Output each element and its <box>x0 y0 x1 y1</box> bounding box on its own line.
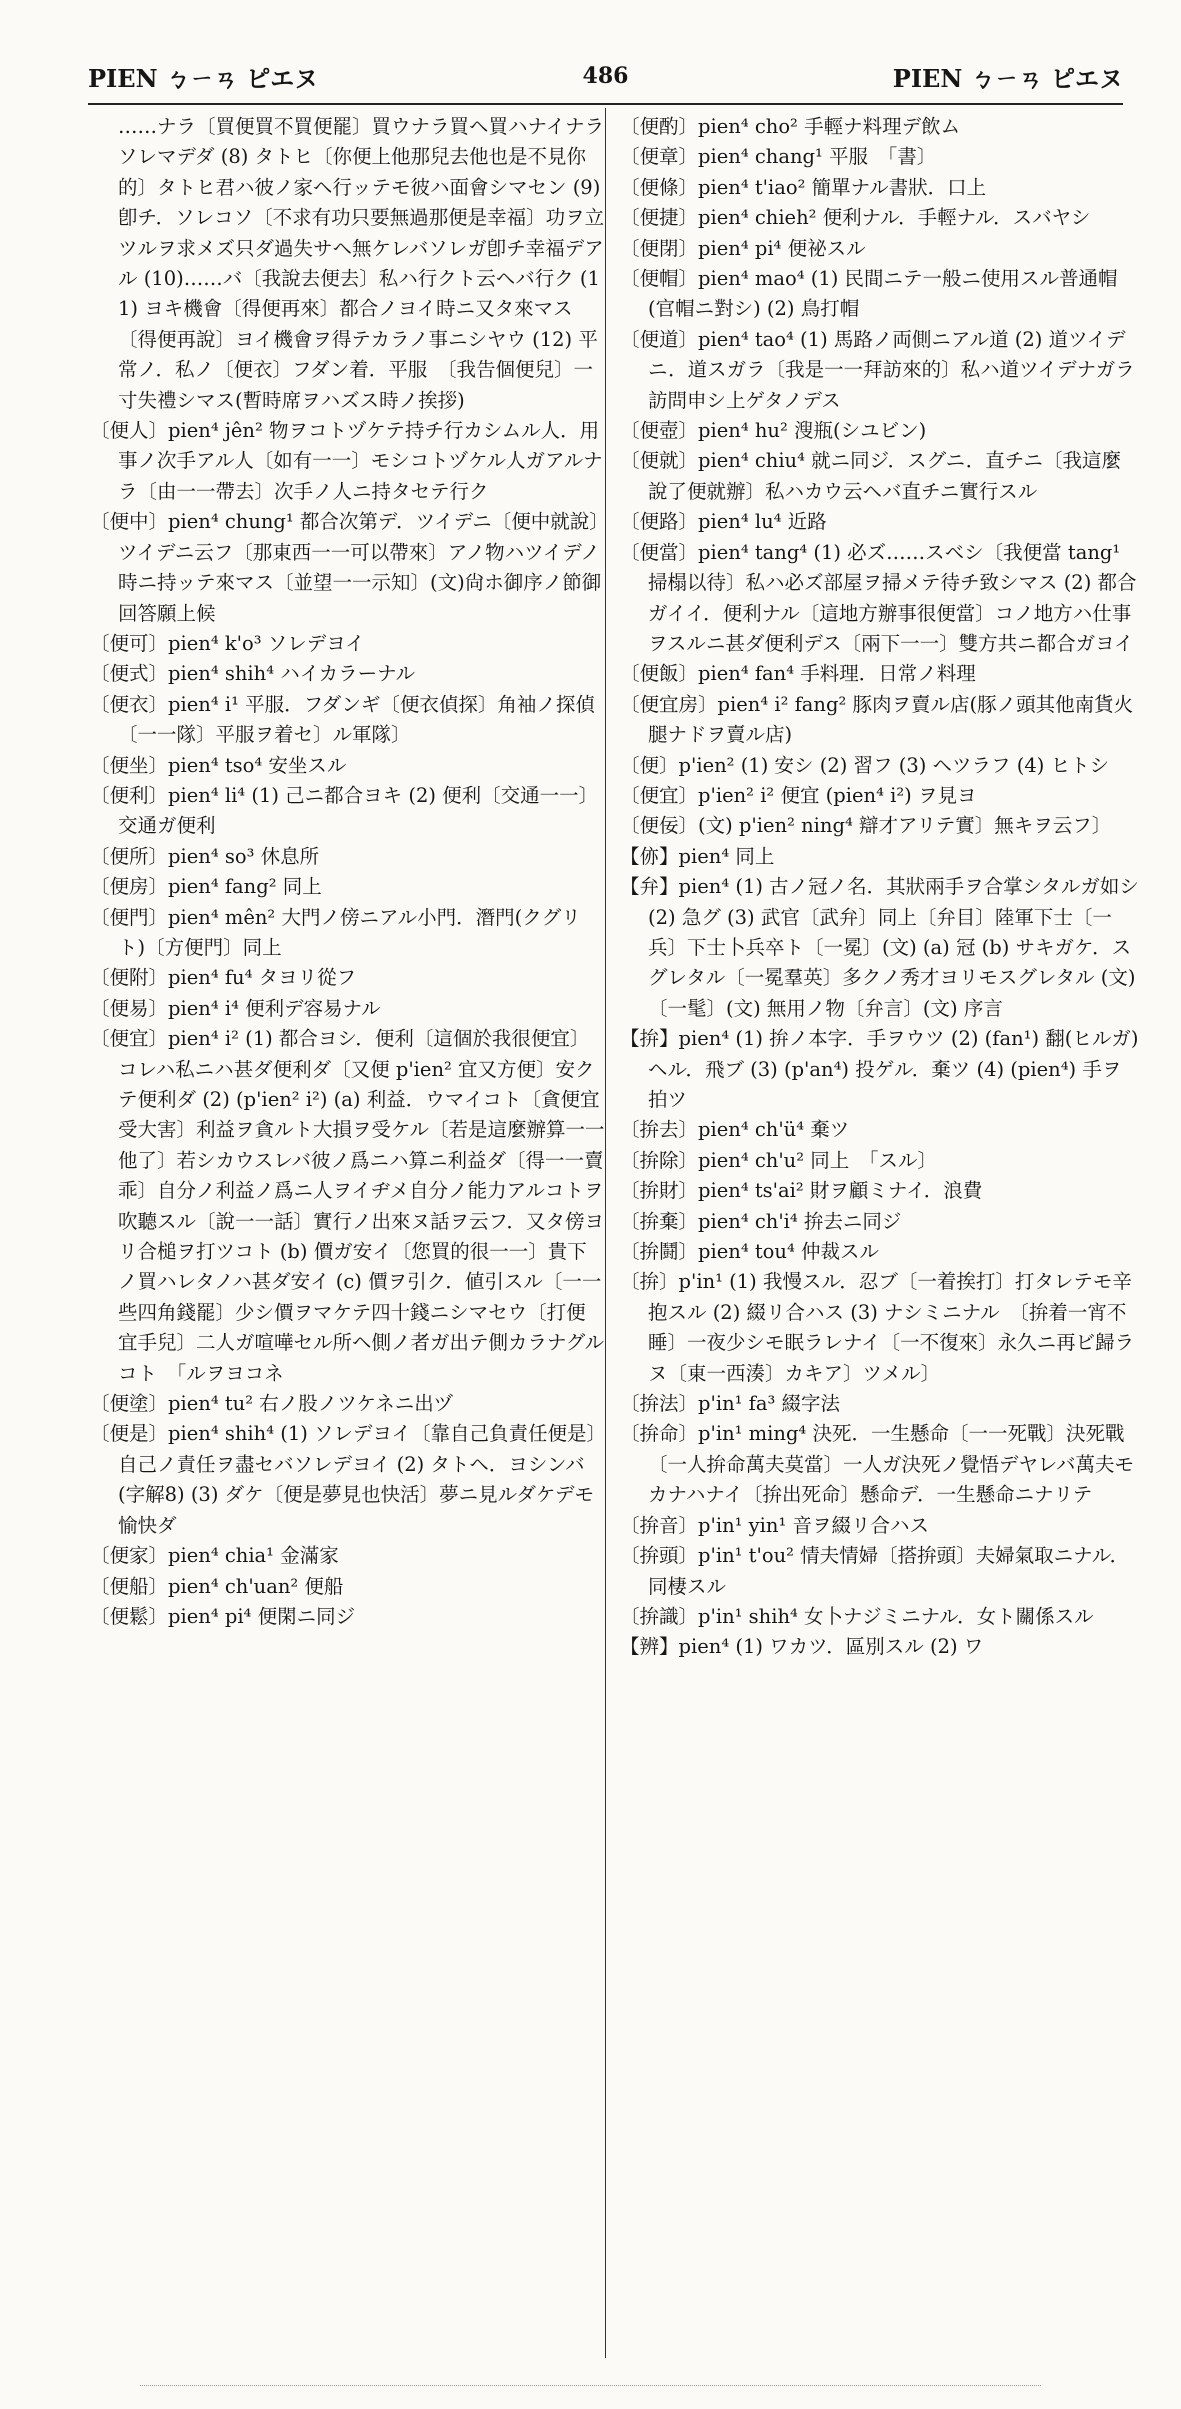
dictionary-entry: 〔拚音〕p'in¹ yin¹ 音ヲ綴リ合ハス <box>620 1513 929 1537</box>
page-header <box>88 52 1123 100</box>
dictionary-entry: 〔便宜房〕pien⁴ i² fang² 豚肉ヲ賣ル店(豚ノ頭其他南貨火腿ナドヲ賣ル店) <box>620 692 1134 747</box>
dictionary-entry: 〔便當〕pien⁴ tang⁴ (1) 必ズ……スベシ〔我便當 tang¹ 掃榻以待〕私ハ必ズ部屋ヲ掃メテ待チ致シマス (2) 都合ガイイ．便利ナル〔這地方辦事很便當〕コノ地方ハ仕事ヲスルニ甚ダ便利デス〔兩下一一〕雙方共ニ都合ガヨイ <box>620 540 1137 655</box>
dictionary-entry: 〔便飯〕pien⁴ fan⁴ 手料理．日常ノ料理 <box>620 662 976 686</box>
dictionary-entry: 〔便酌〕pien⁴ cho² 手輕ナ料理デ飲ム <box>620 115 961 138</box>
bottom-edge <box>140 2385 1041 2387</box>
dictionary-entry: 〔便路〕pien⁴ lu⁴ 近路 <box>620 510 827 534</box>
dictionary-entry: ……ナラ〔買便買不買便罷〕買ウナラ買ヘ買ハナイナラソレマデダ (8) タトヒ〔你便上他那兒去他也是不見你的〕タトヒ君ハ彼ノ家ヘ行ッテモ彼ハ面會シマセン (9) 卽チ．ソレコソ〔不求有功只要無過那便是幸福〕功ヲ立ツルヲ求メズ只ダ過失サヘ無ケレバソレガ卽チ幸福デアル (10)……バ〔我說去便去〕私ハ行クト云ヘバ行ク (11) ヨキ機會〔得便再來〕都合ノヨイ時ニ又タ來マス〔得便再說〕ヨイ機會ヲ得テカラノ事ニシヤウ (12) 平常ノ．私ノ〔便衣〕フダン着．平服 〔我告個便兒〕一寸失禮シマス(暫時席ヲハズス時ノ挨拶) <box>118 115 605 412</box>
dictionary-entry: 〔便壺〕pien⁴ hu² 溲瓶(シユビン) <box>620 419 927 443</box>
dictionary-entry: 〔便可〕pien⁴ k'o³ ソレデヨイ <box>90 631 365 655</box>
dictionary-entry: 〔便家〕pien⁴ chia¹ 金滿家 <box>90 1544 339 1568</box>
dictionary-entry: 〔便中〕pien⁴ chung¹ 都合次第デ．ツイデニ〔便中就說〕ツイデニ云フ〔那東西一一可以帶來〕アノ物ハツイデノ時ニ持ッテ來マス〔並望一一示知〕(文)尙ホ御序ノ節御回答願上候 <box>90 510 602 625</box>
dictionary-entry: 〔便所〕pien⁴ so³ 休息所 <box>90 844 320 868</box>
header-rule <box>88 103 1123 105</box>
dictionary-entry: 〔便條〕pien⁴ t'iao² 簡單ナル書狀．口上 <box>620 175 987 199</box>
dictionary-entry: 〔便鬆〕pien⁴ pi⁴ 便閑ニ同ジ <box>90 1604 356 1628</box>
dictionary-entry: 〔便就〕pien⁴ chiu⁴ 就ニ同ジ．スグニ．直チニ〔我這麼說了便就辦〕私ハカウ云ヘバ直チニ實行スル <box>620 449 1121 503</box>
header-right: PIEN ㄅㄧㄢ ピエヌ <box>892 63 1123 93</box>
column-divider <box>605 108 606 2358</box>
dictionary-entry: 〔便〕p'ien² (1) 安シ (2) 習フ (3) ヘツラフ (4) ヒトシ <box>620 753 1110 777</box>
dictionary-entry: 〔便人〕pien⁴ jên² 物ヲコトヅケテ持チ行カシムル人．用事ノ次手アル人〔如有一一〕モシコトヅケル人ガアルナラ〔由一一帶去〕次手ノ人ニ持タセテ行ク <box>90 419 603 503</box>
dictionary-entry: 【弁】pien⁴ (1) 古ノ冠ノ名．其狀兩手ヲ合掌シタルガ如シ (2) 急グ (3) 武官〔武弁〕同上〔弁目〕陸軍下士〔一兵〕下士卜兵卒ト〔一冕〕(文) (a) 冠 (b) サキガケ．スグレタル〔一冕羣英〕多クノ秀才ヨリモスグレタル (文)〔一髦〕(文) 無用ノ物〔弁言〕(文) 序言 <box>620 875 1139 1020</box>
dictionary-entry: 〔便道〕pien⁴ tao⁴ (1) 馬路ノ両側ニアル道 (2) 道ツイデニ．道スガラ〔我是一一拜訪來的〕私ハ道ツイデナガラ訪問申シ上ゲタノデス <box>620 327 1135 412</box>
left-column <box>90 112 605 1632</box>
dictionary-entry: 〔便船〕pien⁴ ch'uan² 便船 <box>90 1574 344 1598</box>
dictionary-entry: 〔便塗〕pien⁴ tu² 右ノ股ノツケネニ出ヅ <box>90 1392 454 1416</box>
dictionary-entry: 〔拚〕p'in¹ (1) 我慢スル．忍ブ〔一着挨打〕打タレテモ辛抱スル (2) 綴リ合ハス (3) ナシミニナル 〔拚着一宵不睡〕一夜少シモ眠ラレナイ〔一不復來〕永久ニ再ビ歸ラヌ〔東一西湊〕カキア〕ツメル〕 <box>620 1270 1135 1385</box>
dictionary-entry: 〔拚去〕pien⁴ ch'ü⁴ 棄ツ <box>620 1118 850 1142</box>
dictionary-entry: 〔便坐〕pien⁴ tso⁴ 安坐スル <box>90 753 347 777</box>
dictionary-entry: 【㑊】pien⁴ 同上 <box>620 844 775 868</box>
dictionary-entry: 〔便易〕pien⁴ i⁴ 便利デ容易ナル <box>90 996 381 1020</box>
dictionary-entry: 【辨】pien⁴ (1) ワカツ．區別スル (2) ワ <box>620 1635 984 1659</box>
right-column <box>620 112 1140 1663</box>
dictionary-entry: 〔便佞〕(文) p'ien² ning⁴ 辯才アリテ實〕無キヲ云フ〕 <box>620 814 1112 838</box>
page-number: 486 <box>582 63 629 89</box>
dictionary-entry: 〔便帽〕pien⁴ mao⁴ (1) 民間ニテ一般ニ使用スル普通帽(官帽ニ對シ) (2) 鳥打帽 <box>620 267 1118 321</box>
dictionary-entry: 〔便利〕pien⁴ li⁴ (1) 己ニ都合ヨキ (2) 便利〔交通一一〕交通ガ便利 <box>90 783 599 838</box>
dictionary-entry: 〔便式〕pien⁴ shih⁴ ハイカラーナル <box>90 662 416 686</box>
dictionary-entry: 〔便捷〕pien⁴ chieh² 便利ナル．手輕ナル．スバヤシ <box>620 206 1091 230</box>
dictionary-entry: 〔拚除〕pien⁴ ch'u² 同上 「スル〕 <box>620 1148 937 1172</box>
dictionary-entry: 〔便房〕pien⁴ fang² 同上 <box>90 875 322 899</box>
dictionary-entry: 【拚】pien⁴ (1) 拚ノ本字．手ヲウツ (2) (fan¹) 翻(ヒルガ)ヘル．飛ブ (3) (p'an⁴) 投ゲル．棄ツ (4) (pien⁴) 手ヲ拍ツ <box>620 1027 1139 1111</box>
dictionary-entry: 〔便門〕pien⁴ mên² 大門ノ傍ニアル小門．潛門(クグリト)〔方便門〕同上 <box>90 905 581 959</box>
dictionary-entry: 〔拚命〕p'in¹ ming⁴ 決死．一生懸命〔一一死戰〕決死戰〔一人拚命萬夫莫當〕一人ガ決死ノ覺悟デヤレバ萬夫モカナハナイ〔拚出死命〕懸命デ．一生懸命ニナリテ <box>620 1422 1134 1507</box>
dictionary-entry: 〔便閉〕pien⁴ pi⁴ 便祕スル <box>620 236 866 260</box>
header-left: PIEN ㄅㄧㄢ ピエヌ <box>88 63 319 93</box>
dictionary-entry: 〔便是〕pien⁴ shih⁴ (1) ソレデヨイ〔靠自己負責任便是〕自己ノ責任ヲ盡セバソレデヨイ (2) タトヘ．ヨシンバ(字解8) (3) ダケ〔便是夢見也快活〕夢ニ見ルダケデモ愉快ダ <box>90 1422 597 1537</box>
dictionary-entry: 〔拚財〕pien⁴ ts'ai² 財ヲ顧ミナイ．浪費 <box>620 1179 983 1203</box>
dictionary-entry: 〔便附〕pien⁴ fu⁴ タヨリ從フ <box>90 966 357 990</box>
dictionary-entry: 〔便章〕pien⁴ chang¹ 平服 「書〕 <box>620 145 937 169</box>
dictionary-entry: 〔拚法〕p'in¹ fa³ 綴字法 <box>620 1392 841 1416</box>
dictionary-entry: 〔便宜〕p'ien² i² 便宜 (pien⁴ i²) ヲ見ヨ <box>620 783 977 807</box>
dictionary-entry: 〔拚棄〕pien⁴ ch'i⁴ 拚去ニ同ジ <box>620 1209 902 1233</box>
dictionary-entry: 〔拚鬪〕pien⁴ tou⁴ 仲裁スル <box>620 1240 879 1264</box>
dictionary-entry: 〔拚識〕p'in¹ shih⁴ 女卜ナジミニナル．女ト關係スル <box>620 1604 1094 1628</box>
dictionary-entry: 〔便宜〕pien⁴ i² (1) 都合ヨシ．便利〔這個於我很便宜〕コレハ私ニハ甚ダ便利ダ〔又便 p'ien² 宜又方便〕安クテ便利ダ (2) (p'ien² i²) (a) 利益．ウマイコト〔貪便宜受大害〕利益ヲ貪ルト大損ヲ受ケル〔若是這麼辦算一一他了〕若シカウスレバ彼ノ爲ニハ算ニ利益ダ〔得一一賣乖〕自分ノ利益ノ爲ニ人ヲイヂメ自分ノ能力アルコトヲ吹聽スル〔說一一話〕實行ノ出來ヌ話ヲ云フ．又タ傍ヨリ合槌ヲ打ツコト (b) 價ガ安イ〔您買的很一一〕貴下ノ買ハレタノハ甚ダ安イ (c) 價ヲ引ク．値引スル〔一一些四角錢罷〕少シ價ヲマケテ四十錢ニシマセウ〔打便宜手兒〕二人ガ喧嘩セル所ヘ側ノ者ガ出テ側カラナグルコト 「ルヲヨコネ <box>90 1027 605 1385</box>
dictionary-entry: 〔便衣〕pien⁴ i¹ 平服．フダンギ〔便衣偵探〕角袖ノ探偵〔一一隊〕平服ヲ着セ〕ル軍隊〕 <box>90 692 595 747</box>
dictionary-entry: 〔拚頭〕p'in¹ t'ou² 情夫情婦〔搭拚頭〕夫婦氣取ニナル．同棲スル <box>620 1544 1130 1598</box>
